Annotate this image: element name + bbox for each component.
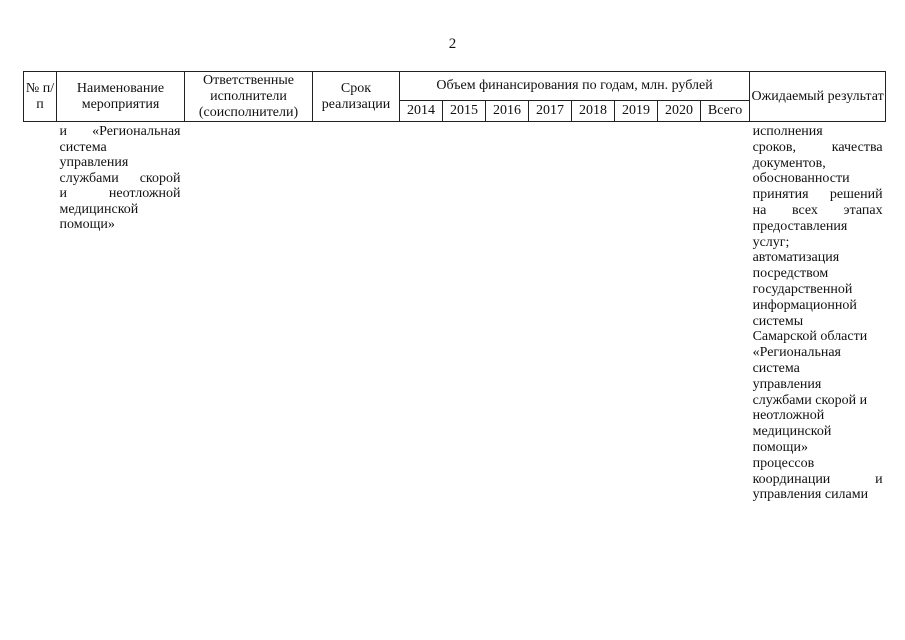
- result-line: обоснованности: [752, 171, 850, 187]
- number-cell: [24, 122, 57, 504]
- name-line: службами скорой: [59, 170, 181, 186]
- result-line: управления: [752, 376, 822, 392]
- total-cell: [701, 122, 750, 504]
- year-cell: [572, 122, 615, 504]
- result-line: исполнения: [752, 124, 823, 139]
- expected-result-cell: [750, 122, 886, 504]
- result-line: принятия решений: [752, 187, 883, 203]
- header-year-2014: 2014: [400, 101, 443, 122]
- result-line: система: [752, 360, 800, 376]
- year-cell: [529, 122, 572, 504]
- result-line: на всех этапах: [752, 202, 883, 218]
- result-line: медицинской: [752, 424, 832, 440]
- header-year-2020: 2020: [658, 101, 701, 122]
- result-line: системы: [752, 313, 804, 329]
- result-line: документов,: [752, 155, 826, 171]
- result-line: управления силами: [752, 487, 869, 503]
- year-cell: [486, 122, 529, 504]
- result-line: автоматизация: [752, 250, 840, 266]
- header-financing: Объем финансирования по годам, млн. рублей: [400, 72, 750, 101]
- name-line: помощи»: [59, 217, 115, 232]
- table-row: [24, 122, 886, 504]
- year-cell: [658, 122, 701, 504]
- header-executors: Ответственные исполнители (соисполнители): [185, 72, 313, 122]
- page-number: 2: [448, 36, 457, 52]
- result-line: сроков, качества: [752, 139, 883, 155]
- name-line: и «Региональная: [59, 124, 181, 139]
- header-name: Наименование мероприятия: [57, 72, 185, 122]
- name-line: система: [59, 139, 107, 155]
- header-year-2017: 2017: [529, 101, 572, 122]
- term-cell: [313, 122, 400, 504]
- result-line: процессов: [752, 455, 815, 471]
- measure-name-cell: [57, 122, 185, 504]
- header-total: Всего: [701, 101, 750, 122]
- header-number: № п/п: [24, 72, 57, 122]
- result-line: услуг;: [752, 234, 790, 250]
- result-line: неотложной: [752, 408, 825, 424]
- header-year-2016: 2016: [486, 101, 529, 122]
- financing-plan-table: [23, 71, 886, 503]
- name-line: медицинской: [59, 201, 139, 217]
- year-cell: [400, 122, 443, 504]
- result-line: информационной: [752, 297, 857, 313]
- result-line: «Региональная: [752, 345, 841, 361]
- name-line: и неотложной: [59, 186, 181, 201]
- header-year-2019: 2019: [615, 101, 658, 122]
- result-line: посредством: [752, 266, 829, 282]
- header-year-2015: 2015: [443, 101, 486, 122]
- executors-cell: [185, 122, 313, 504]
- result-line: координации и: [752, 471, 883, 487]
- result-line: Самарской области: [752, 329, 868, 345]
- header-year-2018: 2018: [572, 101, 615, 122]
- result-line: помощи»: [752, 439, 808, 455]
- result-line: государственной: [752, 281, 853, 297]
- year-cell: [443, 122, 486, 504]
- name-line: управления: [59, 155, 129, 170]
- result-line: службами скорой и: [752, 392, 868, 408]
- year-cell: [615, 122, 658, 504]
- result-line: предоставления: [752, 218, 848, 234]
- header-result: Ожидаемый результат: [750, 72, 886, 122]
- header-term: Срок реализации: [313, 72, 400, 122]
